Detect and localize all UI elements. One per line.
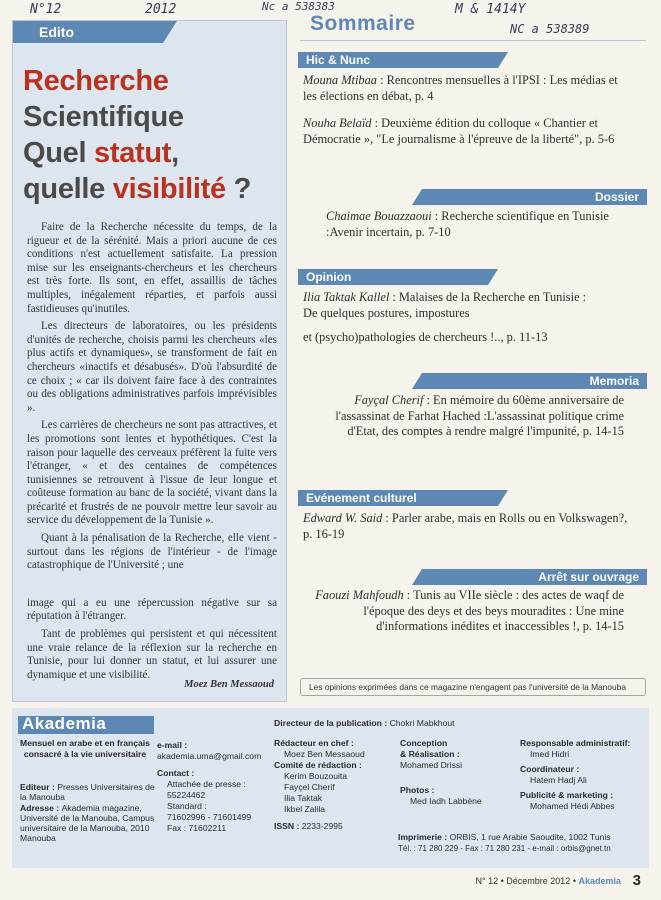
toc-author: Fayçal Cherif [354,393,424,407]
masthead-imprimerie [398,832,648,854]
section-header-dossier: Dossier [422,189,647,205]
edito-title-line: Scientifique [23,101,184,133]
fax-line [157,823,267,834]
toc-entry[interactable] [304,588,624,635]
label: Responsable administratif: [520,738,631,748]
handwritten-note: N°12 [30,2,62,17]
value: 55224462 [167,790,206,800]
label: Standard : [167,801,207,811]
toc-entry[interactable] [303,116,633,147]
sommaire-divider [300,40,646,41]
label: Rédacteur en chef : [274,738,354,748]
value: Chokri Mabkhout [389,718,455,728]
edito-title-word: statut [94,137,172,169]
masthead-contact [157,740,267,834]
masthead-redaction [274,738,394,832]
handwritten-note: 2012 [145,2,177,17]
label: Fax : [167,823,189,833]
toc-entry[interactable] [303,73,633,104]
value: Imed Hidri [530,749,570,759]
value: Mohamed Hédi Abbes [530,801,615,811]
masthead-conception [400,738,510,807]
masthead-director [274,718,644,729]
value: Hatem Hadj Ali [530,775,587,785]
toc-text: : En mémoire du 60ème anniversaire de l'assassinat de Farhat Hached :L'assassinat politique crime d'Etat, des comptes à rendre malgré l'impunité, p. 14-15 [335,393,624,438]
akademia-logo: Akademia [22,714,107,733]
label: Conception [400,738,448,748]
masthead-admin [520,738,650,812]
comite-member: Kerim Bouzouita [284,771,348,781]
label: Attachée de presse : [167,779,246,789]
label: Editeur : [20,782,58,792]
edito-title-line: Recherche [23,65,169,97]
toc-author: Ilia Taktak Kallel [303,290,390,304]
value: 2233-2995 [301,821,343,831]
toc-entry[interactable] [303,330,643,346]
label: Adresse : [20,802,62,813]
label: Imprimerie : [398,832,450,842]
label: Directeur de la publication : [274,718,390,728]
edito-paragraph: Tant de problèmes qui persistent et qui nécessitent une vraie relance de la réflexion sur la recherche en Tunisie, pour lui donner un statut, et lui assurer une dynamique et une visibilité. [27,628,277,681]
value: Presses Universitaires de la Manouba [20,782,155,803]
toc-author: Chaimae Bouazzaoui [326,209,432,223]
value: Tél. : 71 280 229 - Fax : 71 280 231 - e-mail : orbis@gnet.tn [398,844,611,853]
label: Photos : [400,785,435,795]
toc-author: Nouha Belaïd [303,116,372,130]
edito-gap [27,577,277,597]
toc-text: : Malaises de la Recherche en Tunisie : De quelques postures, impostures [303,290,587,320]
issn-line [274,821,394,832]
section-header-memoria: Memoria [422,373,647,389]
edito-paragraph: image qui a eu une répercussion négative sur sa réputation à l'étranger. [27,596,277,623]
label: Contact : [157,768,195,778]
email-link[interactable]: akademia.uma@gmail.com [157,751,262,761]
label: Publicité & marketing : [520,790,614,800]
toc-author: Mouna Mtibaa [303,73,377,87]
edito-panel [12,20,287,702]
toc-author: Faouzi Mahfoudh [315,588,404,602]
label: ISSN : [274,821,302,831]
masthead [12,708,649,868]
section-header-evenement: Evénement culturel [298,490,498,506]
disclaimer: Les opinions exprimées dans ce magazine n'engagent pas l'université de la Manouba [300,678,646,696]
value: ORBIS, 1 rue Arabie Saoudite, 1002 Tunis [449,832,611,842]
page-footer [476,876,621,886]
edito-paragraph: Les directeurs de laboratoires, ou les présidents d'unités de recherche, choisis parmi les chercheurs «les plus actifs et dynamiques», se transforment de fait en chercheurs «inactifs et désabusés». D'où l'absurdité de ce choix ; « car ils doivent faire face à des contraintes ou des obligations administratives parfois imprévisibles ». [27,320,277,414]
toc-entry[interactable] [303,290,593,321]
label: Comité de rédaction : [274,760,362,770]
section-header-arret: Arrêt sur ouvrage [422,569,647,585]
toc-text: : Recherche scientifique en Tunisie :Avenir incertain, p. 7-10 [326,209,609,239]
toc-entry[interactable] [326,209,626,240]
value: 71602211 [188,823,227,833]
toc-text: et (psycho)pathologies de chercheurs !.., p. 11-13 [303,330,548,344]
value: Moez Ben Messaoud [284,749,365,759]
handwritten-note: M & 1414Y [455,2,526,17]
edito-paragraph: Les carrières de chercheurs ne sont pas attractives, et les promotions sont lentes et hypothétiques. C'est la raison pour laquelle des cerveaux préfèrent la fuite vers l'étranger, « et des centaines de compétences tunisiennes se retrouvent à l'issue de leur longue et coûteuse formation au banc de la société, vivant dans la précarité et frustrés de ne pouvoir mettre leur savoir au service du développement de la Tunisie ». [27,419,277,527]
comite-member: Fayçel Cherif [284,782,335,792]
edito-title [23,63,283,207]
edito-header-label: Edito [39,24,74,40]
edito-title-word: ? [225,173,251,205]
edito-body [27,221,277,686]
toc-text: : Parler arabe, mais en Rolls ou en Volkswagen?, p. 16-19 [303,511,628,541]
masthead-subtitle: Mensuel en arabe et en français consacré à la vie universitaire [20,738,150,759]
edito-signature: Moez Ben Messaoud [184,679,274,690]
toc-text: : Rencontres mensuelles à l'IPSI : Les médias et les élections en débat, p. 4 [303,73,618,103]
edito-title-word: Quel [23,137,95,169]
value: 71602996 - 71601499 [167,812,252,822]
edito-title-line [23,135,283,171]
value: Mohamed Drissi [400,760,463,770]
toc-text: : Tunis au VIIe siècle : des actes de waqf de l'époque des deys et des beys mouradites : Une mine d'informations inédites et inaccessibles !, p. 14-15 [363,588,624,633]
comite-member: Ikbel Zalila [284,804,326,814]
toc-author: Edward W. Said [303,511,383,525]
toc-text: : Deuxième édition du colloque « Chantier et Démocratie », "Le journalisme à l'épreuve de la liberté", p. 5-6 [303,116,615,146]
edito-paragraph: Faire de la Recherche nécessite du temps, de la rigueur et de la sérénité. Mais a priori aucune de ces conditions n'est actuellement satisfaite. La pression mise sur les enseignants-chercheurs et les chercheurs est très forte. Ils sont, en effet, assaillis de tâches multiples, inégalement réparties, et parfois aussi fastidieuses qu'inutiles. [27,221,277,315]
edito-header [13,21,163,43]
footer-issue: N° 12 • Décembre 2012 • [475,876,579,886]
edito-title-word: visibilité [112,173,226,205]
handwritten-note: NC a 538389 [510,22,590,36]
masthead-publisher [20,782,160,844]
edito-paragraph: Quant à la pénalisation de la Recherche, elle vient - surtout dans les régions de l'intérieur - de l'image catastrophique de l'Université ; une [27,532,277,572]
edito-title-line [23,171,283,207]
value: Akademia magazine, Université de la Manouba, Campus universitaire de la Manouba, 2010 Manouba [20,802,155,844]
section-header-hic-nunc: Hic & Nunc [298,52,498,68]
edito-title-word: quelle [23,173,113,205]
toc-entry[interactable] [303,511,638,542]
edito-title-word: , [171,137,179,169]
section-header-opinion: Opinion [298,269,488,285]
value: Med Iadh Labbène [410,796,482,806]
footer-mag: Akademia [578,876,621,886]
page-number: 3 [632,872,641,889]
label: Coordinateur : [520,764,580,774]
label: e-mail : [157,740,188,750]
comite-member: Ilia Taktak [284,793,323,803]
toc-entry[interactable] [314,393,624,440]
handwritten-note: Nc a 538383 [262,0,335,13]
sommaire-title: Sommaire [310,12,416,35]
label: & Réalisation : [400,749,460,759]
